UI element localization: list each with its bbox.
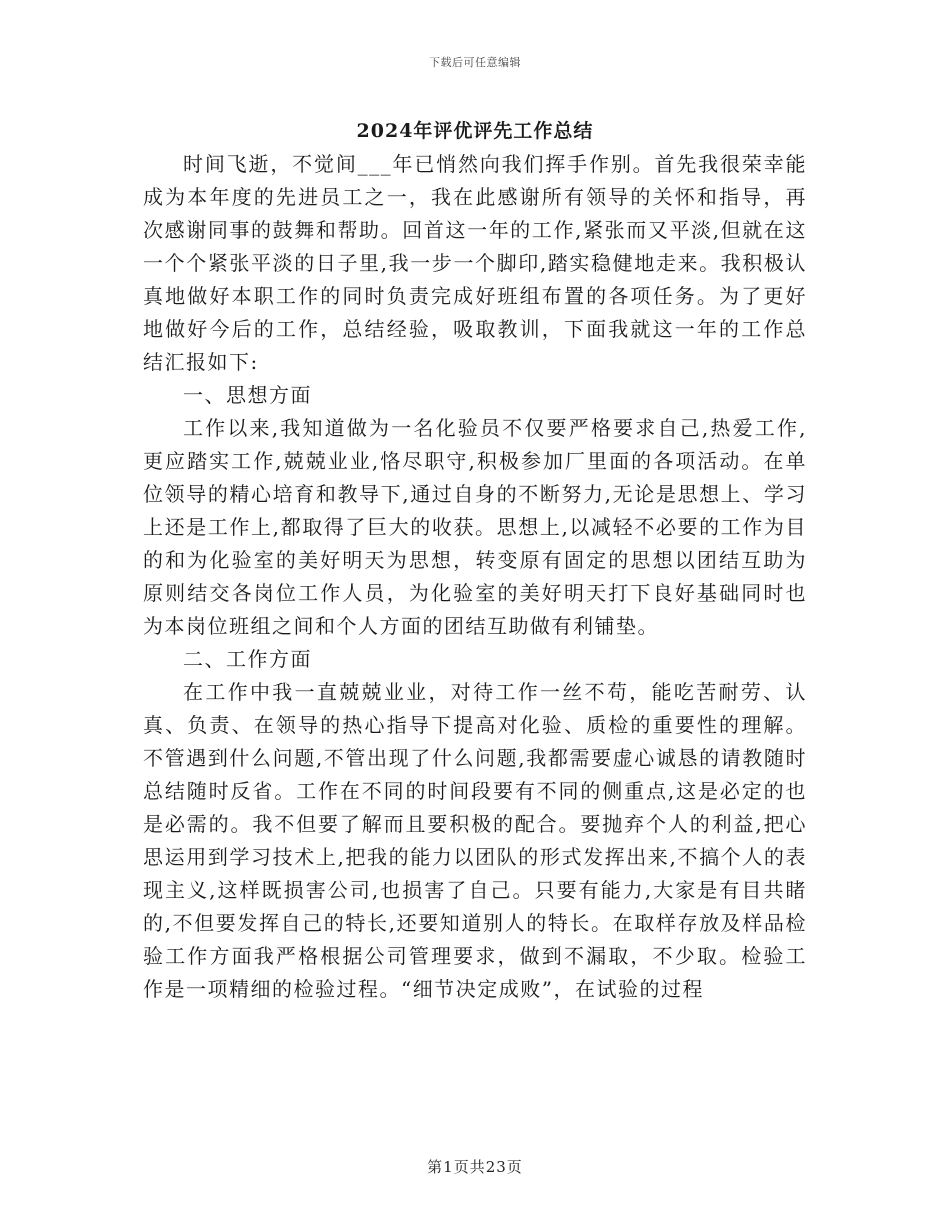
intro-paragraph: 时间飞逝，不觉间___年已悄然向我们挥手作别。首先我很荣幸能成为本年度的先进员工之一，我在此感谢所有领导的关怀和指导，再次感谢同事的鼓舞和帮助。回首这一年的工作,紧张而又平淡,但就在这一个个紧张平淡的日子里,我一步一个脚印,踏实稳健地走来。我积极认真地做好本职工作的同时负责完成好班组布置的各项任务。为了更好地做好今后的工作，总结经验，吸取教训，下面我就这一年的工作总结汇报如下: — [143, 152, 807, 374]
thought-paragraph: 工作以来,我知道做为一名化验员不仅要严格要求自己,热爱工作,更应踏实工作,兢兢业业,恪尽职守,积极参加厂里面的各项活动。在单位领导的精心培育和教导下,通过自身的不断努力,无论是思想上、学习上还是工作上,都取得了巨大的收获。思想上,以减轻不必要的工作为目的和为化验室的美好明天为思想，转变原有固定的思想以团结互助为原则结交各岗位工作人员，为化验室的美好明天打下良好基础同时也为本岗位班组之间和个人方面的团结互助做有利铺垫。 — [143, 416, 807, 638]
section-heading-thought: 一、思想方面 — [183, 383, 312, 407]
section-heading-work: 二、工作方面 — [183, 647, 312, 671]
work-paragraph: 在工作中我一直兢兢业业，对待工作一丝不苟，能吃苦耐劳、认真、负责、在领导的热心指导下提高对化验、质检的重要性的理解。不管遇到什么问题,不管出现了什么问题,我都需要虚心诚恳的请教随时总结随时反省。工作在不同的时间段要有不同的侧重点,这是必定的也是必需的。我不但要了解而且要积极的配合。要抛弃个人的利益,把心思运用到学习技术上,把我的能力以团队的形式发挥出来,不搞个人的表现主义,这样既损害公司,也损害了自己。只要有能力,大家是有目共睹的,不但要发挥自己的特长,还要知道别人的特长。在取样存放及样品检验工作方面我严格根据公司管理要求，做到不漏取，不少取。检验工作是一项精细的检验过程。“细节决定成败”，在试验的过程 — [143, 680, 807, 1001]
page-number-footer: 第1页共23页 — [427, 1158, 523, 1176]
document-title: 2024年评优评先工作总结 — [356, 120, 594, 142]
document-body — [143, 148, 807, 1006]
header-note: 下载后可任意编辑 — [429, 56, 521, 69]
